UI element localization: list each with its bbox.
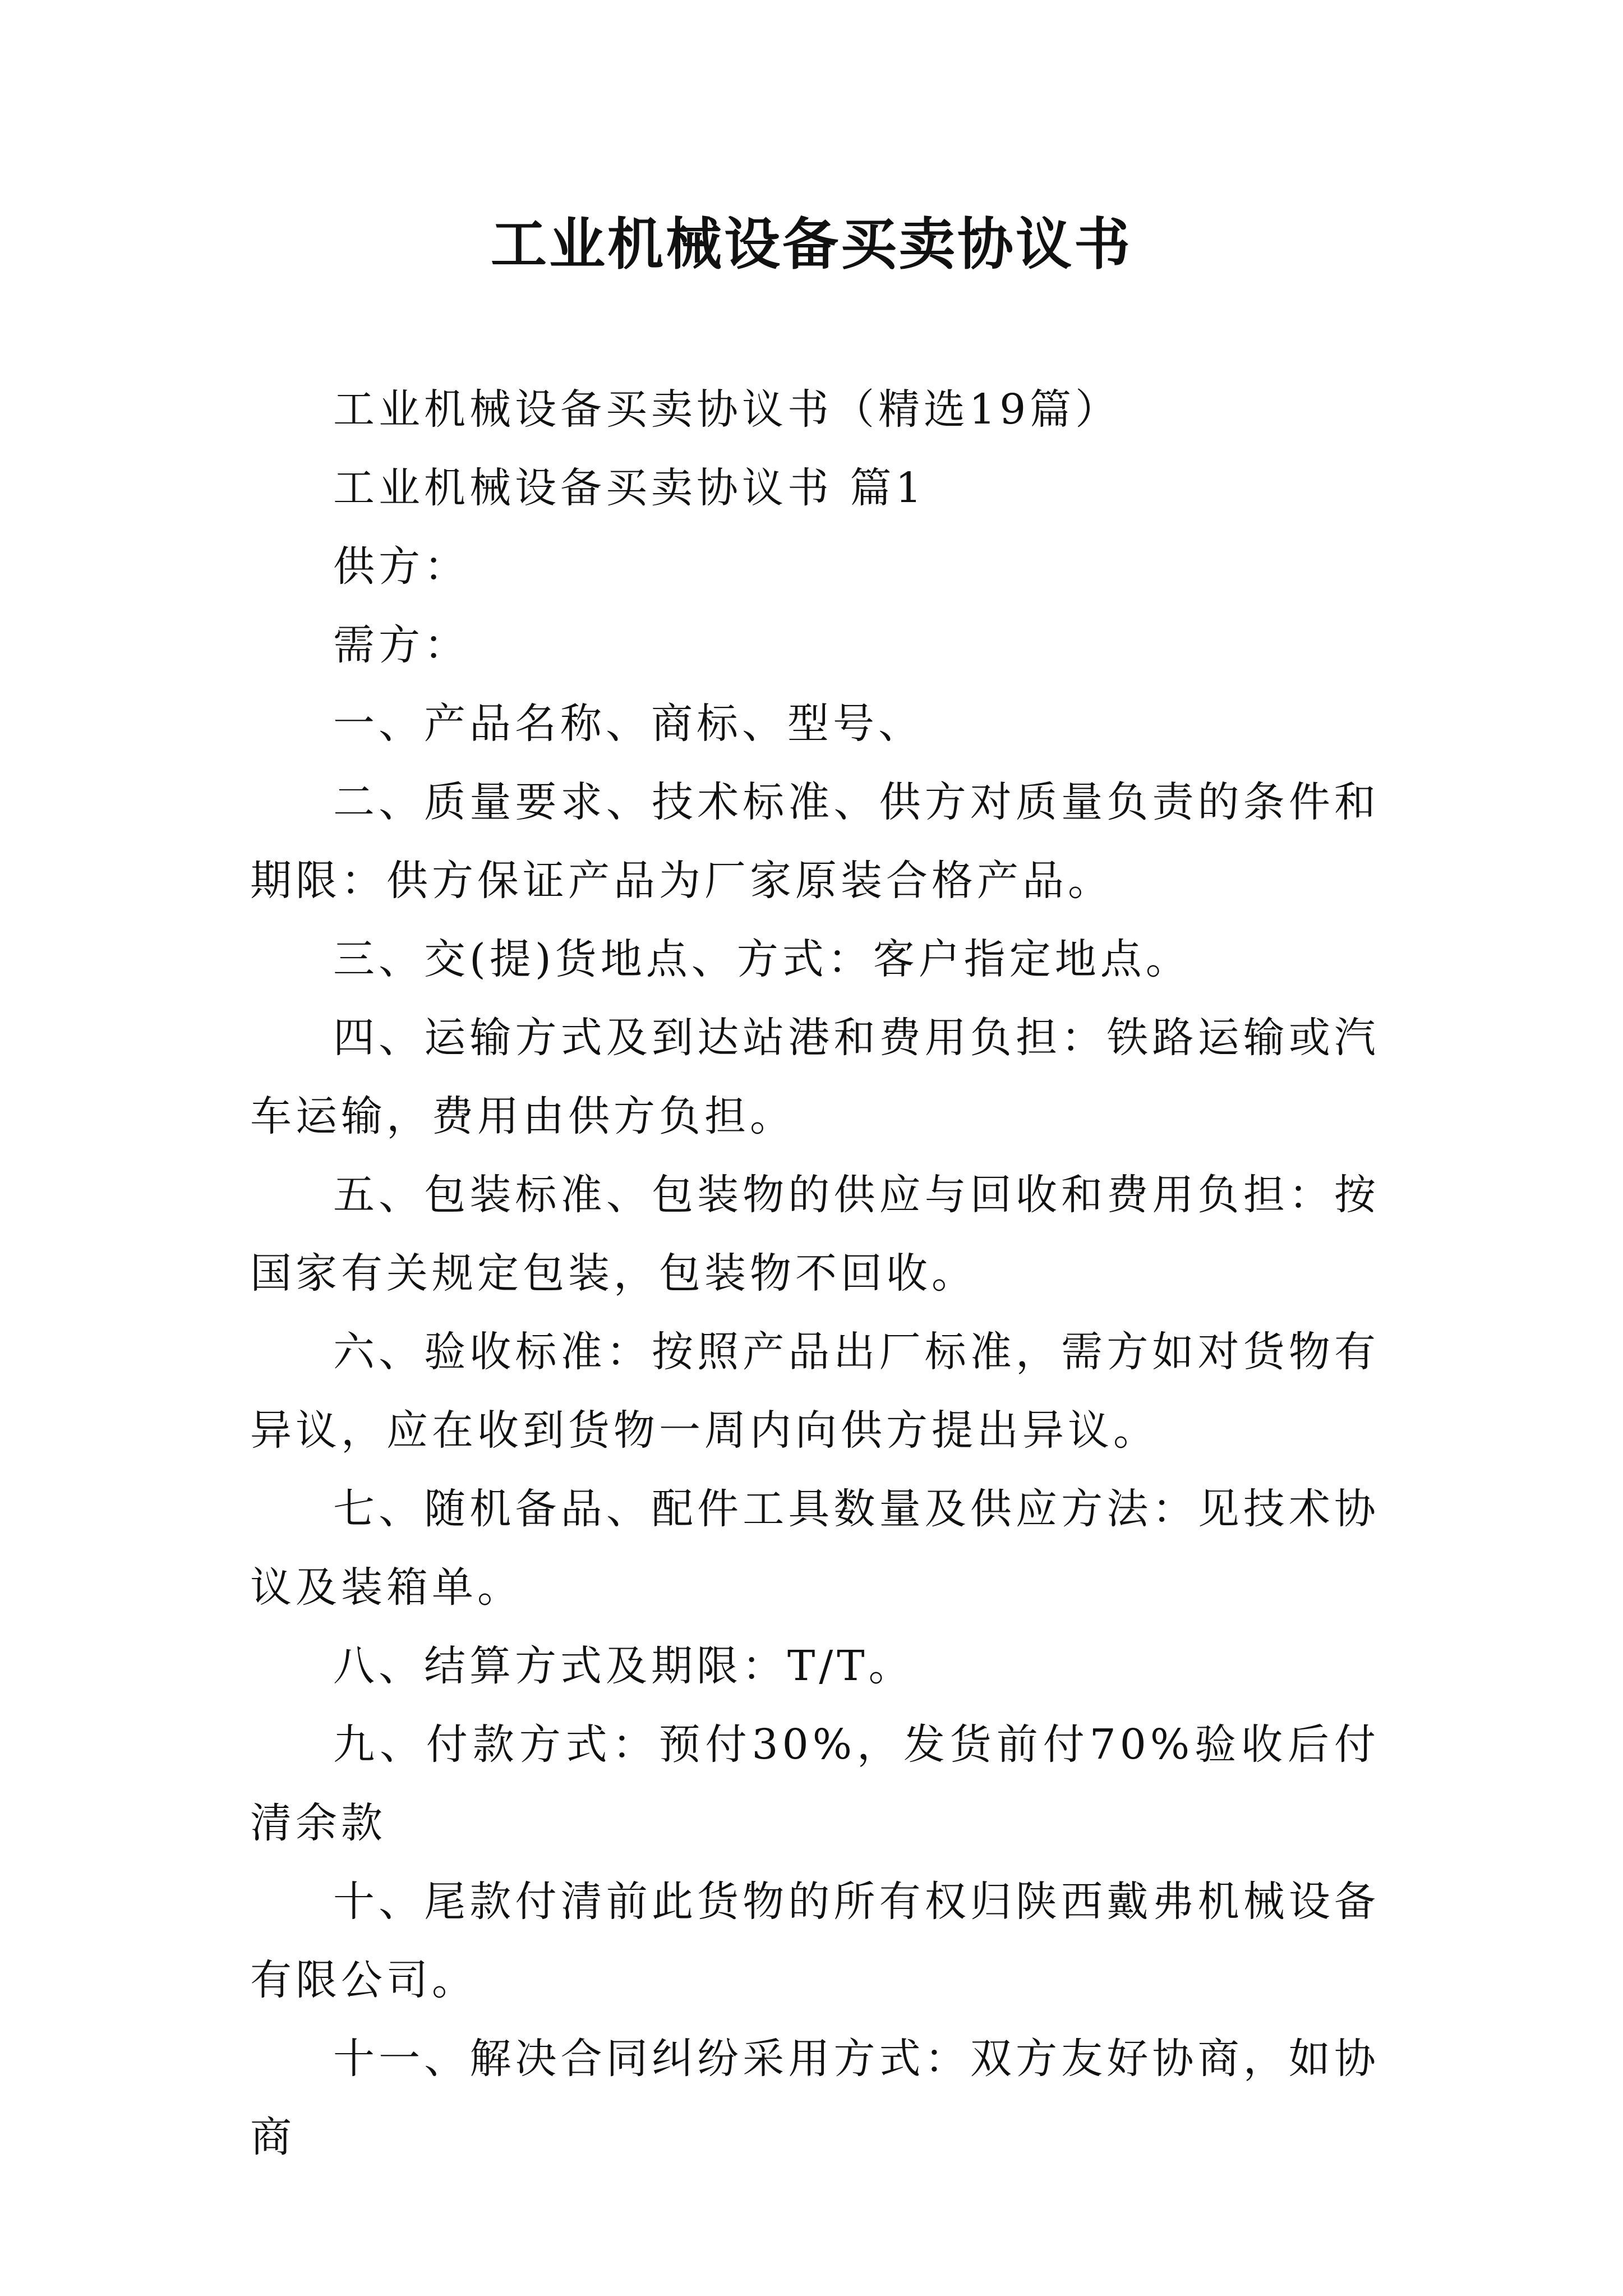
clause-7: 七、随机备品、配件工具数量及供应方法：见技术协议及装箱单。 (250, 1485, 1380, 1612)
clause-4: 四、运输方式及到达站港和费用负担：铁路运输或汽车运输，费用由供方负担。 (250, 1014, 1380, 1140)
page-title: 工业机械设备买卖协议书 (491, 211, 1132, 277)
clause-2: 二、质量要求、技术标准、供方对质量负责的条件和期限：供方保证产品为厂家原装合格产品。 (250, 778, 1380, 905)
document-body (250, 370, 1380, 2177)
buyer-label: 需方： (333, 621, 469, 669)
clause-8: 八、结算方式及期限：T/T。 (333, 1642, 914, 1690)
supplier-label: 供方： (333, 542, 469, 591)
document-subtitle: 工业机械设备买卖协议书（精选19篇） (333, 385, 1121, 434)
clause-5: 五、包装标准、包装物的供应与回收和费用负担：按国家有关规定包装，包装物不回收。 (250, 1171, 1380, 1297)
clause-10: 十、尾款付清前此货物的所有权归陕西戴弗机械设备有限公司。 (250, 1878, 1380, 2004)
clause-1: 一、产品名称、商标、型号、 (333, 700, 924, 748)
clause-6: 六、验收标准：按照产品出厂标准，需方如对货物有异议，应在收到货物一周内向供方提出异议。 (250, 1328, 1380, 1455)
clause-3: 三、交(提)货地点、方式：客户指定地点。 (333, 935, 1191, 983)
section-heading: 工业机械设备买卖协议书 篇1 (333, 464, 926, 512)
clause-9: 九、付款方式：预付30%，发货前付70%验收后付清余款 (250, 1720, 1380, 1847)
clause-11: 十一、解决合同纠纷采用方式：双方友好协商，如协商 (250, 2035, 1380, 2161)
